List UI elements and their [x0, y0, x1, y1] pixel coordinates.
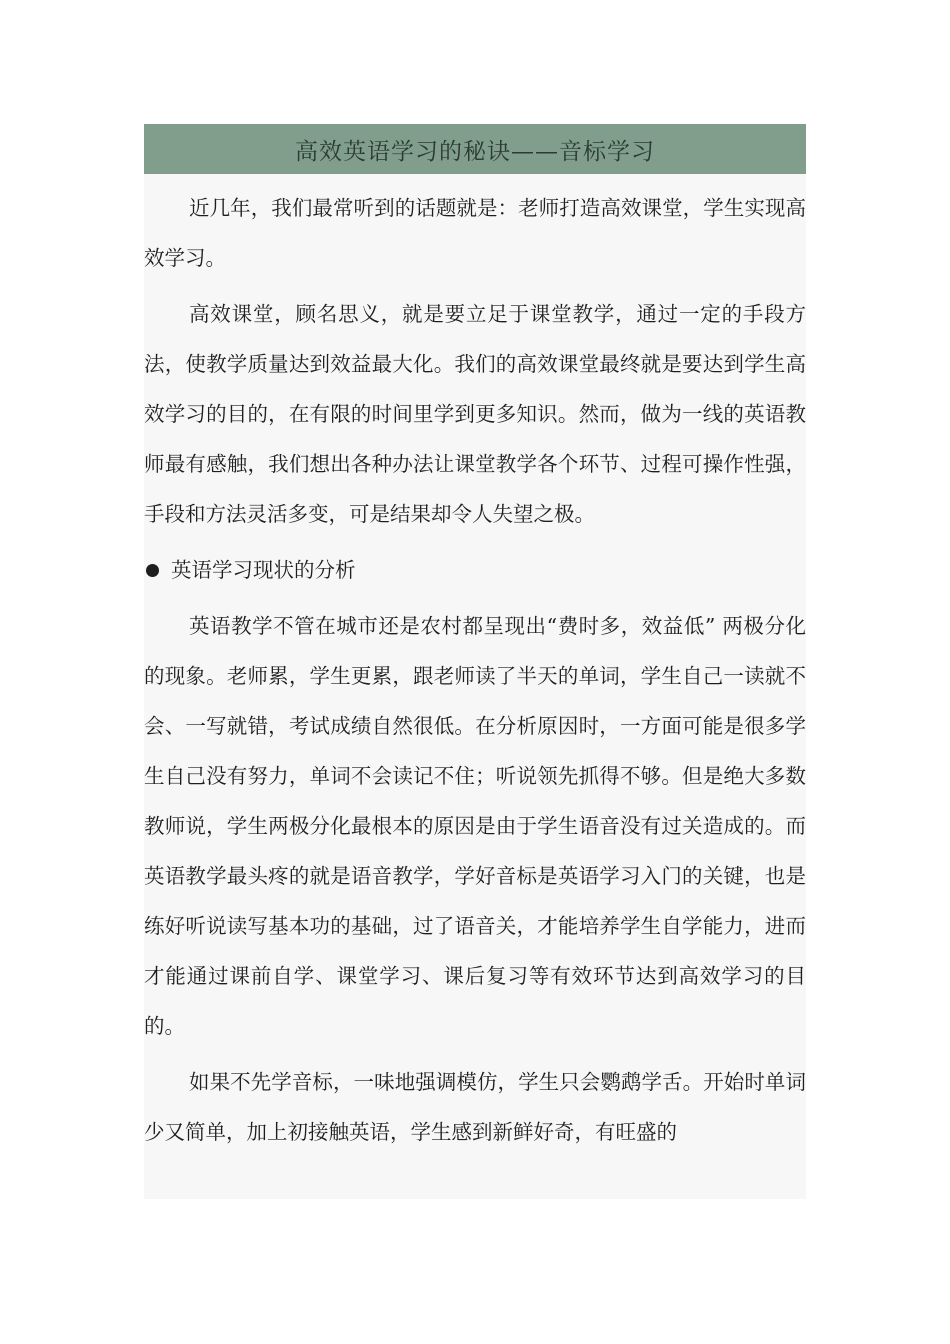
- paragraph: 英语教学不管在城市还是农村都呈现出“费时多，效益低” 两极分化的现象。老师累，学生更累，跟老师读了半天的单词，学生自己一读就不会、一写就错，考试成绩自然很低。在分析原因时，一方面可能是很多学生自己没有努力，单词不会读记不住；听说领先抓得不够。但是绝大多数教师说，学生两极分化最根本的原因是由于学生语音没有过关造成的。而英语教学最头疼的就是语音教学，学好音标是英语学习入门的关键，也是练好听说读写基本功的基础，过了语音关，才能培养学生自学能力，进而才能通过课前自学、课堂学习、课后复习等有效环节达到高效学习的目的。: [144, 614, 806, 1038]
- bullet-icon: [146, 564, 159, 577]
- article-title: 高效英语学习的秘诀——音标学习: [144, 124, 806, 174]
- paragraph: 近几年，我们最常听到的话题就是：老师打造高效课堂，学生实现高效学习。: [144, 196, 806, 270]
- paragraph: 高效课堂，顾名思义，就是要立足于课堂教学，通过一定的手段方法，使教学质量达到效益最大化。我们的高效课堂最终就是要达到学生高效学习的目的，在有限的时间里学到更多知识。然而，做为一线的英语教师最有感触，我们想出各种办法让课堂教学各个环节、过程可操作性强，手段和方法灵活多变，可是结果却令人失望之极。: [144, 302, 806, 526]
- paragraph: 如果不先学音标，一味地强调模仿，学生只会鹦鹉学舌。开始时单词少又简单，加上初接触英语，学生感到新鲜好奇，有旺盛的: [144, 1070, 806, 1144]
- section-heading-text: 英语学习现状的分析: [171, 558, 356, 582]
- section-heading: [144, 545, 806, 595]
- article: [144, 124, 806, 1199]
- article-body: [144, 174, 806, 1157]
